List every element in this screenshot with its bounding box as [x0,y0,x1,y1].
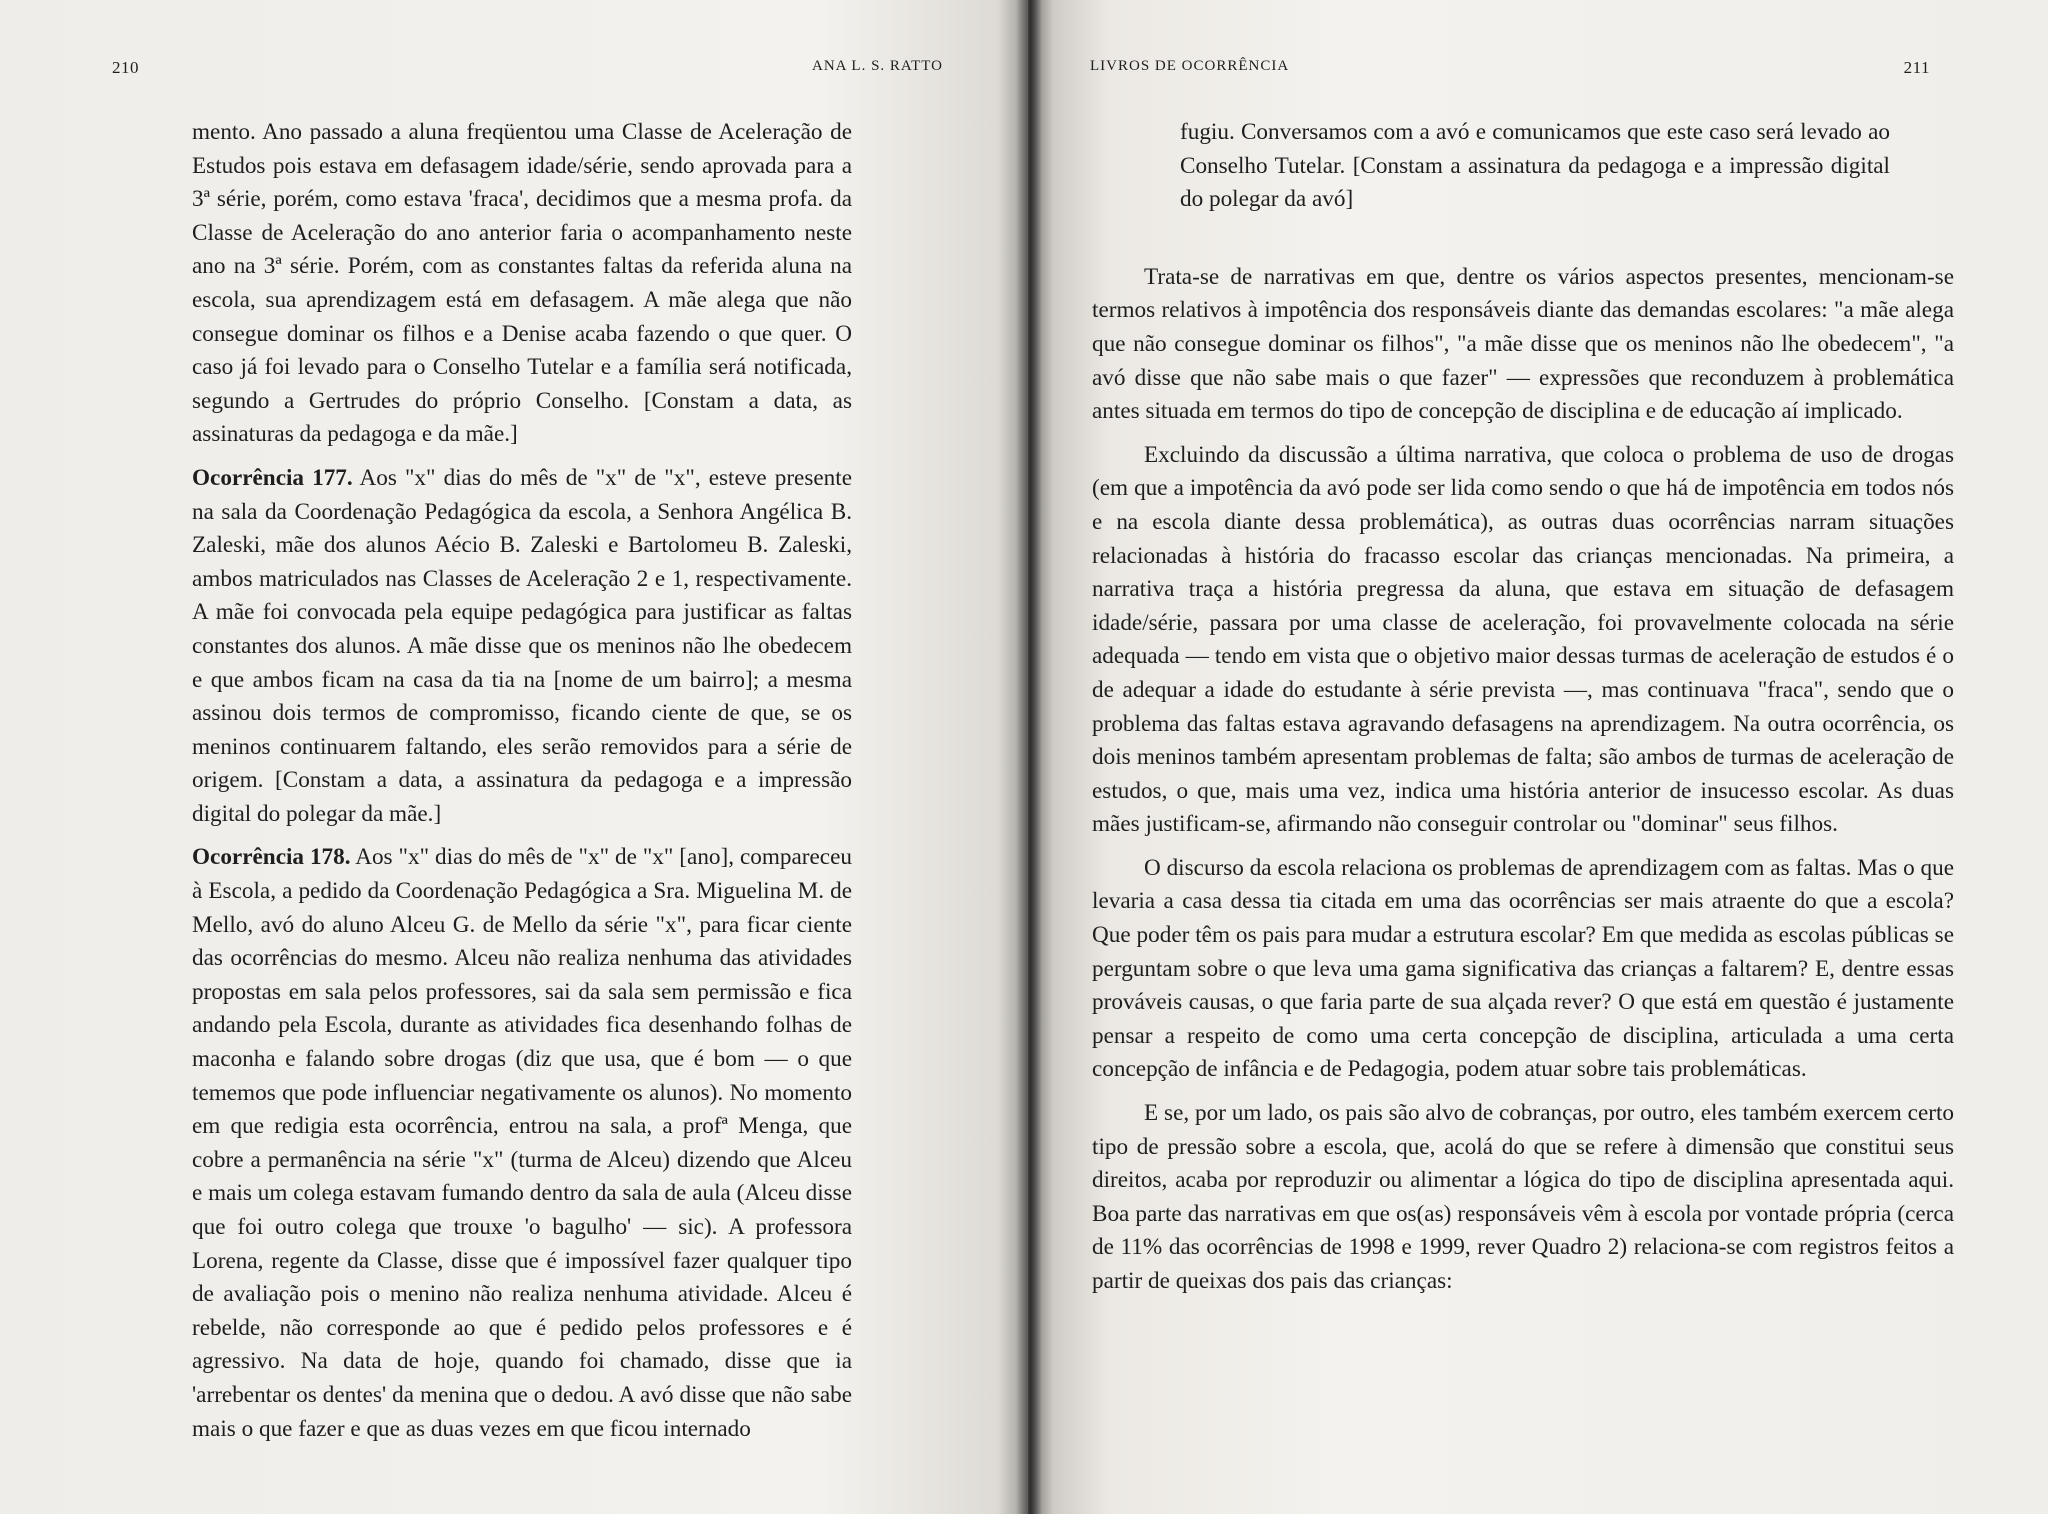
body-paragraph: Excluindo da discussão a última narrativa, que coloca o problema de uso de drogas (em que a impotência da avó pode ser lida como sendo o que há de impotência em todos nós e na escola diante dessa problemática), as outras duas ocorrências narram situações relacionadas à história do fracasso escolar das crianças mencionadas. Na primeira, a narrativa traça a história pregressa da aluna, que estava em situação de defasagem idade/série, passara por uma classe de aceleração, foi provavelmente colocada na série adequada — tendo em vista que o objetivo maior dessas turmas de aceleração de estudos é o de adequar a idade do estudante à série prevista —, mas continuava "fraca", sendo que o problema das faltas estava agravando defasagens na aprendizagem. Na outra ocorrência, os dois meninos também apresentam problemas de falta; são ambos de turmas de aceleração de estudos, o que, mais uma vez, indica uma história anterior de insucesso escolar. As duas mães justificam-se, afirmando não conseguir controlar ou "dominar" seus filhos. [1092,441,1954,838]
paragraph-ocorrencia-177 [192,462,852,832]
page-number-right: 211 [1903,58,1930,77]
left-page-text [192,116,852,1446]
right-page-text [1092,116,1954,1299]
book-gutter-shadow [1016,0,1042,1514]
body-paragraph: Trata-se de narrativas em que, dentre os vários aspectos presentes, mencionam-se termos relativos à impotência dos responsáveis diante das demandas escolares: "a mãe alega que não consegue dominar os filhos", "a mãe disse que os meninos não lhe obedecem", "a avó disse que não sabe mais o que fazer" — expressões que reconduzem à problemática antes situada em termos do tipo de concepção de disciplina e de educação aí implicado. [1092,263,1954,425]
ocorrencia-text: Aos "x" dias do mês de "x" de "x" [ano], compareceu à Escola, a pedido da Coordenação Pedagógica a Sra. Miguelina M. de Mello, avó do aluno Alceu G. de Mello da série "x", para ficar ciente das ocorrências do mesmo. Alceu não realiza nenhuma das atividades propostas em sala pelos professores, sai da sala sem permissão e fica andando pela Escola, durante as atividades fica desenhando folhas de maconha e falando sobre drogas (diz que usa, que é bom — o que tememos que pode influenciar negativamente os alunos). No momento em que redigia esta ocorrência, entrou na sala, a profª Menga, que cobre a permanência na série "x" (turma de Alceu) dizendo que Alceu e mais um colega estavam fumando dentro da sala de aula (Alceu disse que foi outro colega que trouxe 'o bagulho' — sic). A professora Lorena, regente da Classe, disse que é impossível fazer qualquer tipo de avaliação pois o menino não realiza nenhuma atividade. Alceu é rebelde, não corresponde ao que é pedido pelos professores e é agressivo. Na data de hoje, quando foi chamado, disse que ia 'arrebentar os dentes' da menina que o dedou. A avó disse que não sabe mais o que fazer e que as duas vezes em que ficou internado [192,844,852,1442]
ocorrencia-label: Ocorrência 178. [192,844,351,871]
body-paragraph: E se, por um lado, os pais são alvo de cobranças, por outro, eles também exercem certo tipo de pressão sobre a escola, que, acolá do que se refere à dimensão que constitui seus direitos, acaba por reproduzir ou alimentar a lógica do tipo de disciplina apresentada aqui. Boa parte das narrativas em que os(as) responsáveis vêm à escola por vontade própria (cerca de 11% das ocorrências de 1998 e 1999, rever Quadro 2) relaciona-se com registros feitos a partir de queixas dos pais das crianças: [1092,1100,1954,1294]
right-page [1028,0,2048,1514]
paragraph-ocorrencia-178 [192,841,852,1446]
page-number-left: 210 [112,58,139,77]
block-quote-continuation: fugiu. Conversamos com a avó e comunicamos que este caso será levado ao Conselho Tutelar. [Constam a assinatura da pedagoga e a impressão digital do polegar da avó] [1180,119,1890,213]
running-head-left: ANA L. S. RATTO [812,58,943,74]
body-paragraph: O discurso da escola relaciona os problemas de aprendizagem com as faltas. Mas o que levaria a casa dessa tia citada em uma das ocorrências ser mais atraente do que a escola? Que poder têm os pais para mudar a estrutura escolar? Em que medida as escolas públicas se perguntam sobre o que leva uma gama significativa das crianças a faltarem? E, dentre essas prováveis causas, o que faria parte de sua alçada rever? O que está em questão é justamente pensar a respeito de como uma certa concepção de disciplina, articulada a uma certa concepção de infância e de Pedagogia, podem atuar sobre tais problemáticas. [1092,854,1954,1083]
ocorrencia-text: Aos "x" dias do mês de "x" de "x", esteve presente na sala da Coordenação Pedagógica da escola, a Senhora Angélica B. Zaleski, mãe dos alunos Aécio B. Zaleski e Bartolomeu B. Zaleski, ambos matriculados nas Classes de Aceleração 2 e 1, respectivamente. A mãe foi convocada pela equipe pedagógica para justificar as faltas constantes dos alunos. A mãe disse que os meninos não lhe obedecem e que ambos ficam na casa da tia na [nome de um bairro]; a mesma assinou dois termos de compromisso, ficando ciente de que, se os meninos continuarem faltando, eles serão removidos para a série de origem. [Constam a data, a assinatura da pedagoga e a impressão digital do polegar da mãe.] [192,464,852,827]
ocorrencia-label: Ocorrência 177. [192,464,353,491]
paragraph-continuation: mento. Ano passado a aluna freqüentou uma Classe de Aceleração de Estudos pois estava em defasagem idade/série, sendo aprovada para a 3ª série, porém, como estava 'fraca', decidimos que a mesma profa. da Classe de Aceleração do ano anterior faria o acompanhamento neste ano na 3ª série. Porém, com as constantes faltas da referida aluna na escola, sua aprendizagem está em defasagem. A mãe alega que não consegue dominar os filhos e a Denise acaba fazendo o que quer. O caso já foi levado para o Conselho Tutelar e a família será notificada, segundo a Gertrudes do próprio Conselho. [Constam a data, as assinaturas da pedagoga e da mãe.] [192,119,852,448]
running-head-right: LIVROS DE OCORRÊNCIA [1090,58,1290,74]
